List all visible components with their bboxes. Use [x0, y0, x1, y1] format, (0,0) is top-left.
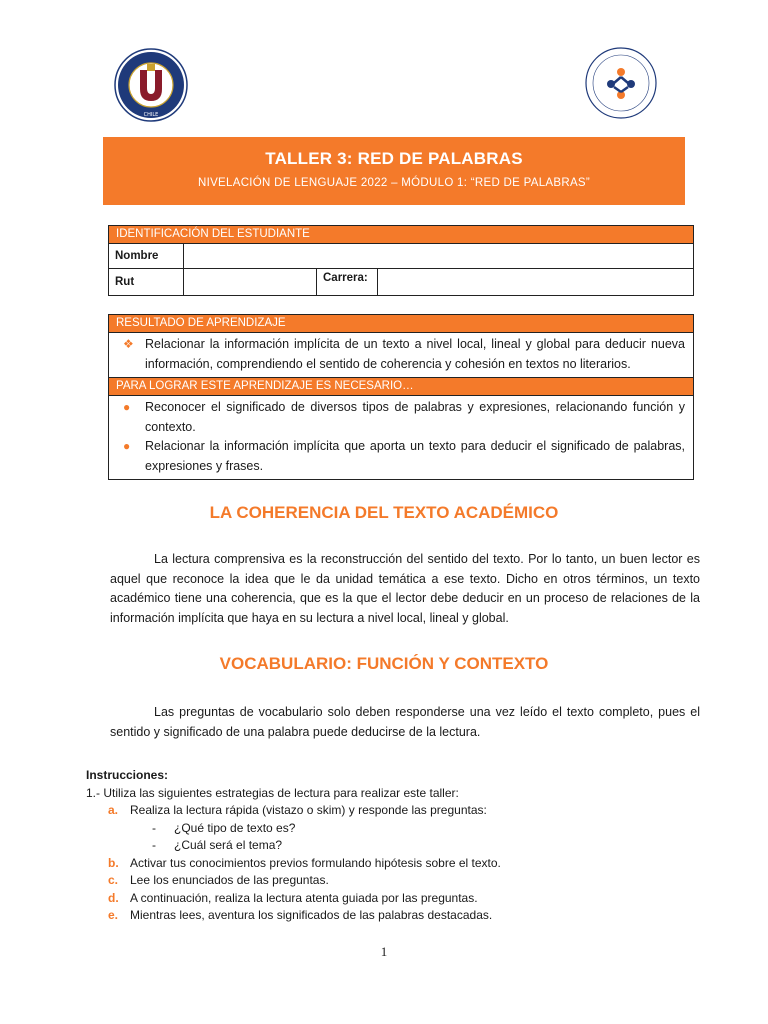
requirement-item [123, 398, 685, 437]
dot-bullet-icon: ● [123, 439, 131, 453]
instruction-step [86, 872, 706, 890]
equipo-exito-logo [584, 46, 658, 120]
carrera-field[interactable] [378, 269, 694, 296]
subitem-dash: - [152, 838, 156, 852]
step-text: Realiza la lectura rápida (vistazo o skim) y responde las preguntas: [130, 803, 487, 817]
outcome-header: RESULTADO DE APRENDIZAJE [109, 315, 694, 333]
step-text: A continuación, realiza la lectura atenta guiada por las preguntas. [130, 890, 478, 905]
requirements-header: PARA LOGRAR ESTE APRENDIZAJE ES NECESARIO… [109, 378, 694, 396]
subitem-dash: - [152, 820, 156, 835]
subitem-text: ¿Qué tipo de texto es? [174, 820, 296, 835]
step-key: e. [108, 908, 119, 922]
requirement-item [123, 437, 685, 476]
vocabulario-paragraph [110, 703, 700, 742]
nombre-label: Nombre [109, 244, 184, 269]
nombre-field[interactable] [184, 244, 694, 269]
step-text: Mientras lees, aventura los significados de las palabras destacadas. [130, 908, 493, 922]
section-heading-coherencia: LA COHERENCIA DEL TEXTO ACADÉMICO [209, 503, 559, 522]
instruction-step [86, 802, 706, 820]
instruction-step [86, 890, 706, 908]
requirements-body [109, 396, 694, 480]
student-id-table [108, 225, 694, 296]
page-number: 1 [380, 944, 388, 959]
university-logo [114, 48, 188, 122]
diamond-bullet-icon: ❖ [123, 337, 134, 351]
step-text: Activar tus conocimientos previos formulando hipótesis sobre el texto. [130, 855, 501, 870]
instruction-subitem [86, 837, 706, 855]
instructions-intro: 1.- Utiliza las siguientes estrategias de lectura para realizar este taller: [86, 785, 459, 800]
subitem-text: ¿Cuál será el tema? [174, 838, 283, 852]
instruction-subitem [86, 820, 706, 838]
outcome-text: Relacionar la información implícita de un texto a nivel local, lineal y global para deducir nueva información, comprendiendo el sentido de coherencia y cohesión en textos no literarios. [145, 337, 685, 371]
step-key: b. [108, 855, 119, 870]
logo-chile-text: CHILE [143, 112, 159, 118]
instruction-step [86, 855, 706, 873]
coherencia-paragraph [110, 550, 700, 628]
instructions-block [86, 767, 706, 925]
step-text: Lee los enunciados de las preguntas. [130, 873, 329, 887]
outcome-body [109, 333, 694, 378]
step-key: a. [108, 803, 119, 817]
section-heading-vocabulario: VOCABULARIO: FUNCIÓN Y CONTEXTO [219, 654, 549, 673]
requirement-text: Relacionar la información implícita que aporta un texto para deducir el significado de palabras, expresiones y frases. [145, 439, 685, 473]
instruction-step [86, 907, 706, 925]
step-key: d. [108, 890, 119, 905]
step-key: c. [108, 873, 119, 887]
learning-outcome-table [108, 314, 694, 480]
coherencia-text: La lectura comprensiva es la reconstrucción del sentido del texto. Por lo tanto, un buen lector es aquel que reconoce la idea que le da unidad temática a ese texto. Dicho en otros términos, un texto académico tiene una coherencia, que es la que el lector debe deducir en un proceso de relaciones de la información implícita que haya en su lectura a nivel local, lineal y global. [110, 552, 700, 625]
carrera-label: Carrera: [317, 269, 378, 296]
vocabulario-text: Las preguntas de vocabulario solo deben responderse una vez leído el texto completo, pues el sentido y significado de una palabra puede deducirse de la lectura. [110, 705, 700, 739]
rut-field[interactable] [184, 269, 317, 296]
id-table-header: IDENTIFICACIÓN DEL ESTUDIANTE [109, 226, 694, 244]
rut-label: Rut [109, 269, 184, 296]
outcome-item [123, 335, 685, 374]
instructions-title: Instrucciones: [86, 768, 169, 782]
dot-bullet-icon: ● [123, 400, 131, 414]
workshop-subtitle: NIVELACIÓN DE LENGUAJE 2022 – MÓDULO 1: “RED DE PALABRAS” [197, 177, 591, 189]
requirement-text: Reconocer el significado de diversos tipos de palabras y expresiones, relacionando función y contexto. [145, 400, 685, 434]
workshop-title: TALLER 3: RED DE PALABRAS [265, 149, 523, 168]
title-banner [103, 137, 685, 205]
